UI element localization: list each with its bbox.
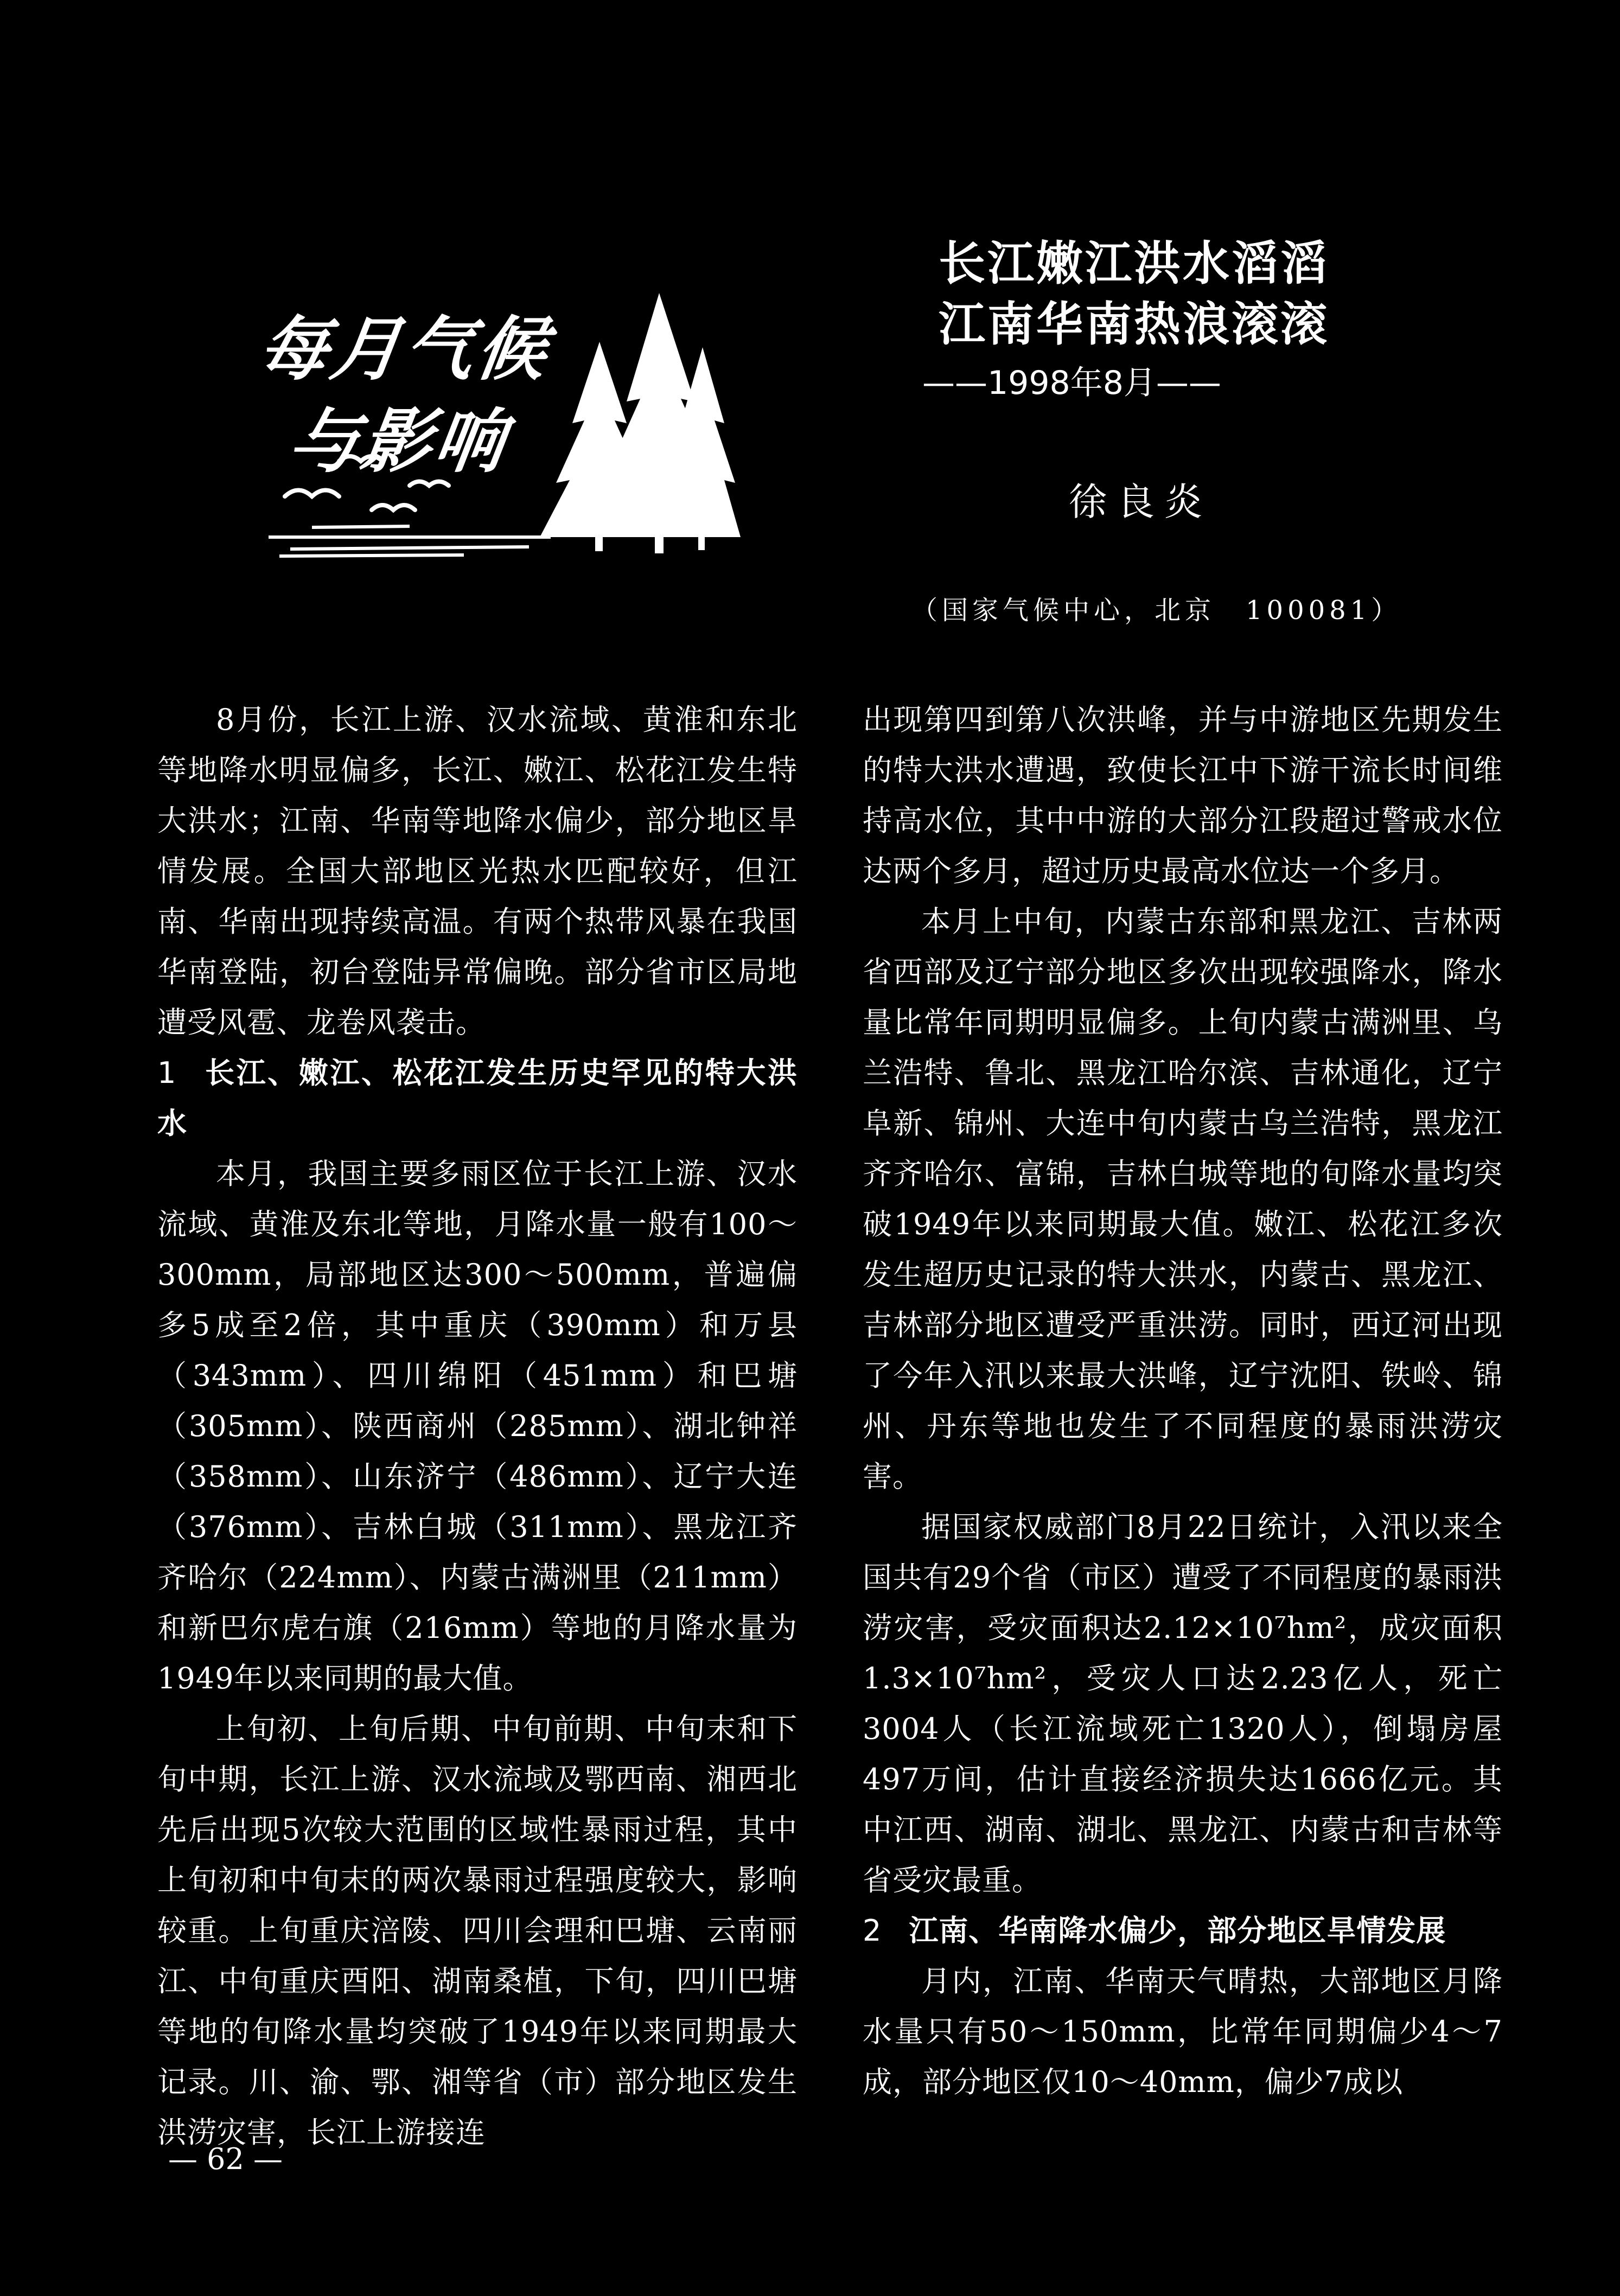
right-column bbox=[863, 694, 1503, 2107]
author-affiliation: （国家气候中心，北京 100081） bbox=[911, 595, 1402, 626]
paragraph: 据国家权威部门8月22日统计，入汛以来全国共有29个省（市区）遭受了不同程度的暴雨洪涝灾害，受灾面积达2.12×10⁷hm²，成灾面积1.3×10⁷hm²，受灾人口达2.23亿人，死亡3004人（长江流域死亡1320人），倒塌房屋497万间，估计直接经济损失达1666亿元。其中江西、湖南、湖北、黑龙江、内蒙古和吉林等省受灾最重。 bbox=[863, 1510, 1503, 1897]
section-2-number: 2 bbox=[863, 1914, 882, 1948]
title-line-2: 江南华南热浪滚滚 bbox=[939, 297, 1329, 352]
paragraph: 上旬初、上旬后期、中旬前期、中旬末和下旬中期，长江上游、汉水流域及鄂西南、湘西北先后出现5次较大范围的区域性暴雨过程，其中上旬初和中旬末的两次暴雨过程强度较大，影响较重。上旬重庆涪陵、四川会理和巴塘、云南丽江、中旬重庆酉阳、湖南桑植，下旬，四川巴塘等地的旬降水量均突破了1949年以来同期最大记录。川、渝、鄂、湘等省（市）部分地区发生洪涝灾害，长江上游接连 bbox=[157, 1712, 798, 2150]
logo-line-1: 每月气候 bbox=[253, 309, 556, 390]
paragraph: 本月上中旬，内蒙古东部和黑龙江、吉林两省西部及辽宁部分地区多次出现较强降水，降水量比常年同期明显偏多。上旬内蒙古满洲里、乌兰浩特、鲁北、黑龙江哈尔滨、吉林通化，辽宁阜新、锦州、大连中旬内蒙古乌兰浩特，黑龙江齐齐哈尔、富锦，吉林白城等地的旬降水量均突破1949年以来同期最大值。嫩江、松花江多次发生超历史记录的特大洪水，内蒙古、黑龙江、吉林部分地区遭受严重洪涝。同时，西辽河出现了今年入汛以来最大洪峰，辽宁沈阳、铁岭、锦州、丹东等地也发生了不同程度的暴雨洪涝灾害。 bbox=[863, 904, 1503, 1494]
section-1-heading bbox=[157, 1048, 798, 1149]
left-column bbox=[157, 694, 798, 2158]
paragraph: 月内，江南、华南天气晴热，大部地区月降水量只有50～150mm，比常年同期偏少4～7成，部分地区仅10～40mm，偏少7成以 bbox=[863, 1964, 1503, 2099]
column-logo-text bbox=[239, 304, 569, 488]
section-2-title: 江南、华南降水偏少，部分地区旱情发展 bbox=[909, 1914, 1446, 1948]
date-line: ——1998年8月—— bbox=[922, 364, 1221, 402]
article-title-block bbox=[890, 233, 1389, 409]
title-line-1: 长江嫩江洪水滔滔 bbox=[939, 237, 1329, 291]
page-number: — 62 — bbox=[168, 2142, 283, 2176]
column-logo bbox=[247, 282, 743, 564]
logo-line-2: 与影响 bbox=[283, 401, 513, 482]
section-2-heading bbox=[863, 1905, 1503, 1956]
section-1-title: 长江、嫩江、松花江发生历史罕见的特大洪水 bbox=[157, 1056, 798, 1140]
paragraph-continued: 出现第四到第八次洪峰，并与中游地区先期发生的特大洪水遭遇，致使长江中下游干流长时间维持高水位，其中中游的大部分江段超过警戒水位达两个多月，超过历史最高水位达一个多月。 bbox=[863, 703, 1503, 888]
author-name: 徐良炎 bbox=[1069, 480, 1212, 524]
paragraph: 本月，我国主要多雨区位于长江上游、汉水流域、黄淮及东北等地，月降水量一般有100～300mm，局部地区达300～500mm，普遍偏多5成至2倍，其中重庆（390mm）和万县（343mm）、四川绵阳（451mm）和巴塘（305mm）、陕西商州（285mm）、湖北钟祥（358mm）、山东济宁（486mm）、辽宁大连（376mm）、吉林白城（311mm）、黑龙江齐齐哈尔（224mm）、内蒙古满洲里（211mm）和新巴尔虎右旗（216mm）等地的月降水量为1949年以来同期的最大值。 bbox=[157, 1157, 798, 1695]
intro-paragraph: 8月份，长江上游、汉水流域、黄淮和东北等地降水明显偏多，长江、嫩江、松花江发生特大洪水；江南、华南等地降水偏少，部分地区旱情发展。全国大部地区光热水匹配较好，但江南、华南出现持续高温。有两个热带风暴在我国华南登陆，初台登陆异常偏晚。部分省市区局地遭受风雹、龙卷风袭击。 bbox=[157, 703, 798, 1039]
section-1-number: 1 bbox=[157, 1056, 177, 1090]
